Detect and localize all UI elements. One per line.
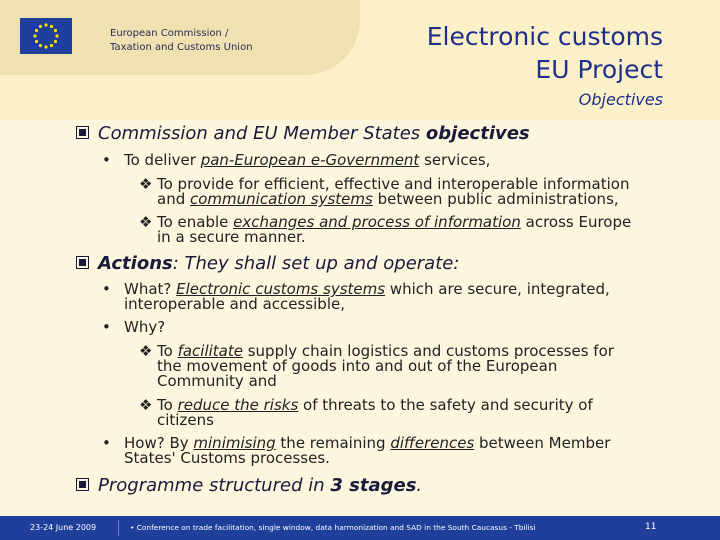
org-line-2: Taxation and Customs Union (110, 42, 253, 53)
title-line-2: EU Project (535, 55, 663, 84)
section1-heading: Commission and EU Member States objectives (76, 123, 530, 144)
round-bullet-icon: • (102, 280, 111, 298)
diamond-bullet-icon: ❖ (139, 175, 153, 193)
title-line-1: Electronic customs (426, 22, 663, 51)
organization-name (110, 27, 253, 55)
square-bullet-icon (76, 256, 89, 269)
section2-why: • Why? (102, 318, 166, 336)
section2-why-sub2: ❖ To reduce the risks of threats to the safety and security of citizens (139, 396, 593, 429)
footer-date: 23-24 June 2009 (30, 523, 97, 532)
section1-sub2: ❖ To enable exchanges and process of information across Europe in a secure manner. (139, 213, 632, 246)
section1-bullet1: • To deliver pan-European e-Government services, (102, 151, 491, 169)
footer-divider (118, 520, 119, 536)
square-bullet-icon (76, 126, 89, 139)
org-line-1: European Commission / (110, 28, 229, 39)
square-bullet-icon (76, 478, 89, 491)
slide-subtitle: Objectives (578, 90, 663, 109)
section2-heading: Actions: They shall set up and operate: (76, 253, 459, 274)
page-number: 11 (645, 522, 657, 532)
footer-bar (0, 516, 720, 540)
round-bullet-icon: • (102, 434, 111, 452)
section2-how: • How? By minimising the remaining differences between Member States' Customs processes. (102, 434, 611, 467)
diamond-bullet-icon: ❖ (139, 213, 153, 231)
section2-what: • What? Electronic customs systems which are secure, integrated, interoperable and accessible, (102, 280, 610, 313)
section3-heading: Programme structured in 3 stages. (76, 475, 422, 496)
section1-sub1: ❖ To provide for efficient, effective and interoperable information and communication systems between public administrations, (139, 175, 630, 208)
diamond-bullet-icon: ❖ (139, 342, 153, 360)
slide-title (427, 20, 663, 86)
eu-flag-icon (20, 18, 72, 54)
section2-why-sub1: ❖ To facilitate supply chain logistics and customs processes for the movement of goods into and out of the European Community and (139, 342, 614, 390)
round-bullet-icon: • (102, 318, 111, 336)
footer-conference: • Conference on trade facilitation, single window, data harmonization and SAD in the South Caucasus - Tbilisi (130, 523, 536, 532)
diamond-bullet-icon: ❖ (139, 396, 153, 414)
round-bullet-icon: • (102, 151, 111, 169)
